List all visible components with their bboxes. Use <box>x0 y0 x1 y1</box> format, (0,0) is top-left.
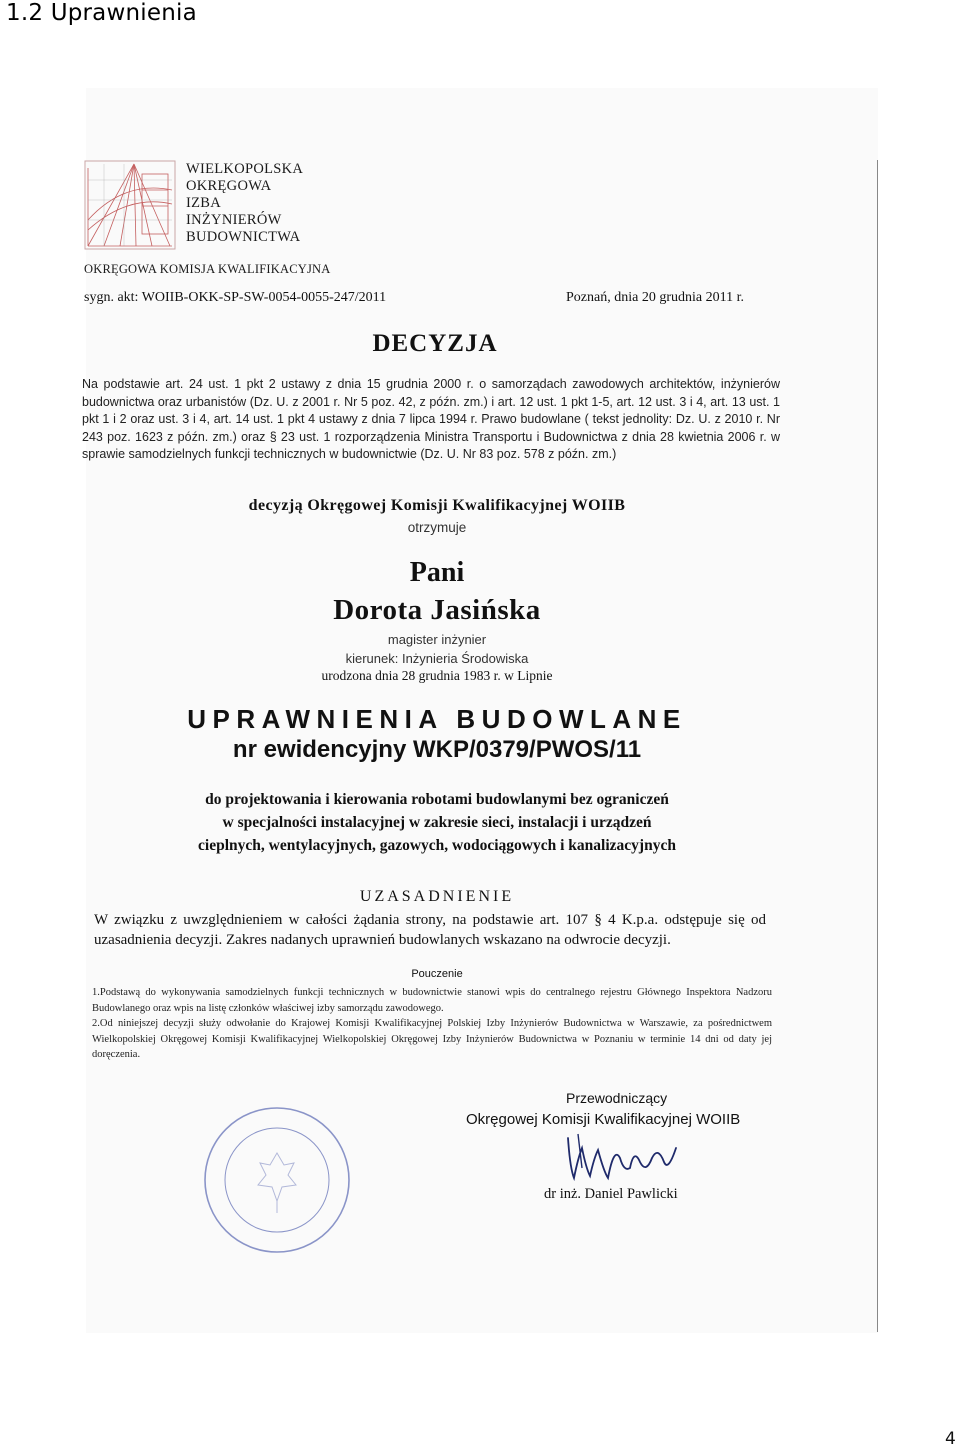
by-decision: decyzją Okręgowej Komisji Kwalifikacyjnej WOIIB <box>248 497 626 514</box>
justification-title: UZASADNIENIE <box>359 888 515 905</box>
commission-name: OKRĘGOWA KOMISJA KWALIFIKACYJNA <box>84 262 331 276</box>
page-number: 4 <box>945 1429 956 1449</box>
notice-item: 2.Od niniejszej decyzji służy odwołanie do Krajowej Komisji Kwalifikacyjnej Polskiej Izby Inżynierów Budownictwa w Warszawie, za pośrednictwem Wielkopolskiej Okręgowej Komisji Kwalifikacyjnej Wielkopolskiej Okręgowej Izby Inżynierów Budownictwa w Poznaniu w terminie 14 dni od daty jej doręczenia. <box>92 1018 772 1060</box>
official-stamp <box>200 1103 355 1258</box>
legal-basis: Na podstawie art. 24 ust. 1 pkt 2 ustawy z dnia 15 grudnia 2000 r. o samorządach zawodowych architektów, inżynierów budownictwa oraz urbanistów (Dz. U. z 2001 r. Nr 5 poz. 42, z późn. zm.) i art. 12 ust. 1 pkt 1-5, art. 12 ust. 3 i 4, art. 13 ust. 1 pkt 1 i 2 oraz ust. 3 i 4, art. 14 ust. 1 pkt 4 ustawy z dnia 7 lipca 1994 r. Prawo budowlane ( tekst jednolity: Dz. U. z 2010 r. Nr 243 poz. 1623 z późn. zm.) oraz § 23 ust. 1 rozporządzenia Ministra Transportu i Budownictwa z dnia 28 kwietnia 2006 r. w sprawie samodzielnych funkcji technicznych w budownictwie (Dz. U. Nr 83 poz. 578 z późn. zm.) <box>82 377 780 461</box>
recipient-degree: magister inżynier <box>387 632 487 647</box>
recipient-field: kierunek: Inżynieria Środowiska <box>345 651 529 666</box>
recipient-birth: urodzona dnia 28 grudnia 1983 r. w Lipnie <box>321 668 553 683</box>
scope-line: cieplnych, wentylacyjnych, gazowych, wodociągowych i kanalizacyjnych <box>198 837 676 854</box>
chamber-line: IZBA <box>186 195 222 211</box>
chair-title: Przewodniczący <box>566 1090 668 1106</box>
justification-text: W związku z uwzględnieniem w całości żądania strony, na podstawie art. 107 § 4 K.p.a. odstępuje się od uzasadnienia decyzji. Zakres nadanych uprawnień budowlanych wskazano na odwrocie decyzji. <box>94 912 766 948</box>
notice-text <box>92 985 772 1063</box>
signature <box>560 1128 690 1188</box>
notice-item: 1.Podstawą do wykonywania samodzielnych funkcji technicznych w budownictwie stanowi wpis do centralnego rejestru Głównego Inspektora Nadzoru Budowlanego oraz wpis na listę członków właściwej izby samorządu zawodowego. <box>92 987 772 1014</box>
scope-line: w specjalności instalacyjnej w zakresie sieci, instalacji i urządzeń <box>222 814 652 831</box>
chamber-line: WIELKOPOLSKA <box>186 161 304 177</box>
section-heading: 1.2 Uprawnienia <box>6 0 197 26</box>
chair-body: Okręgowej Komisji Kwalifikacyjnej WOIIB <box>466 1111 741 1128</box>
recipient-name: Dorota Jasińska <box>333 594 541 626</box>
scan-edge <box>877 160 878 1332</box>
chamber-name <box>186 161 303 246</box>
notice-title: Pouczenie <box>411 968 463 980</box>
registry-number: nr ewidencyjny WKP/0379/PWOS/11 <box>232 736 642 763</box>
chamber-line: BUDOWNICTWA <box>186 229 301 245</box>
place-date: Poznań, dnia 20 grudnia 2011 r. <box>566 290 744 305</box>
case-reference: sygn. akt: WOIIB-OKK-SP-SW-0054-0055-247/2011 <box>84 290 387 305</box>
receives-label: otrzymuje <box>407 520 467 535</box>
chamber-logo <box>84 160 176 250</box>
scope-line: do projektowania i kierowania robotami budowlanymi bez ograniczeń <box>205 791 669 808</box>
signer-name: dr inż. Daniel Pawlicki <box>544 1186 678 1202</box>
chamber-line: OKRĘGOWA <box>186 178 272 194</box>
permission-scope <box>0 788 874 857</box>
permission-title: UPRAWNIENIA BUDOWLANE <box>187 704 687 734</box>
chamber-line: INŻYNIERÓW <box>186 212 282 228</box>
decision-title: DECYZJA <box>372 330 498 357</box>
salutation: Pani <box>409 557 465 588</box>
